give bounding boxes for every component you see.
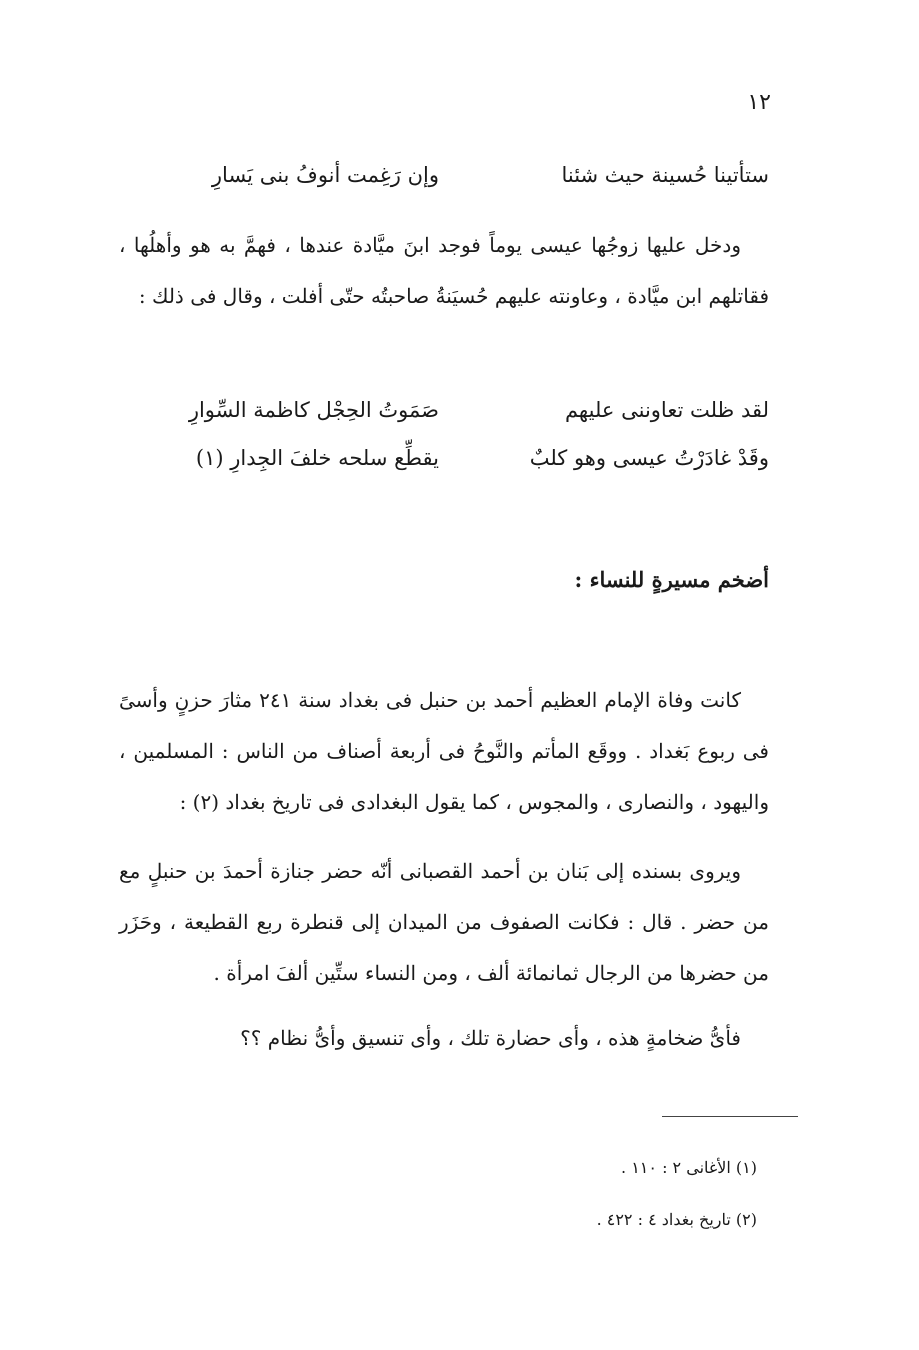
verse-hemistich-first: وقَدْ غادَرْتُ عيسى وهو كلبٌ <box>529 446 769 470</box>
verse-line <box>129 163 769 203</box>
footnote-2: (٢) تاريخ بغداد ٤ : ٤٢٢ . <box>596 1210 757 1229</box>
verse-hemistich-second: صَمَوتُ الحِجْل كاظمة السِّوارِ <box>188 398 439 422</box>
verse-hemistich-second: وإن رَغِمت أنوفُ بنى يَسارِ <box>211 163 439 187</box>
footnote-1: (١) الأغانى ٢ : ١١٠ . <box>621 1158 757 1177</box>
verse-hemistich-second: يقطِّع سلحه خلفَ الجِدارِ (١) <box>195 446 439 470</box>
verse-hemistich-first: لقد ظلت تعاوننى عليهم <box>564 398 769 422</box>
paragraph-4: فأىُّ ضخامةٍ هذه ، وأى حضارة تلك ، وأى تنسيق وأىُّ نظام ؟؟ <box>240 1026 741 1050</box>
verse-line <box>129 398 769 438</box>
paragraph-1: ودخل عليها زوجُها عيسى يوماً فوجد ابنَ ميَّادة عندها ، فهمَّ به هو وأهلُها ، فقاتلهم ابن ميَّادة ، وعاونته عليهم حُسيَنةُ صاحبتُه حتّى أفلت ، وقال فى ذلك : <box>119 233 769 308</box>
footnote-divider <box>662 1116 798 1117</box>
paragraph-3: ويروى بسنده إلى بَنان بن أحمد القصبانى أنّه حضر جنازة أحمدَ بن حنبلٍ مع من حضر . قال : فكانت الصفوف من الميدان إلى قنطرة ربع القطيعة ، وحَزَر من حضرها من الرجال ثمانمائة ألف ، ومن النساء ستِّين ألفَ امرأة . <box>119 859 769 985</box>
verse-hemistich-first: ستأتينا حُسينة حيث شئنا <box>561 163 769 187</box>
verse-line <box>129 446 769 486</box>
page-number: ١٢ <box>747 90 771 115</box>
section-heading: أضخم مسيرةٍ للنساء : <box>574 567 769 592</box>
paragraph-2: كانت وفاة الإمام العظيم أحمد بن حنبل فى بغداد سنة ٢٤١ مثارَ حزنٍ وأسىً فى ربوع بَغداد . ووقَع المأتم والنَّوحُ فى أربعة أصناف من الناس : المسلمين ، واليهود ، والنصارى ، والمجوس ، كما يقول البغدادى فى تاريخ بغداد (٢) : <box>119 688 769 814</box>
